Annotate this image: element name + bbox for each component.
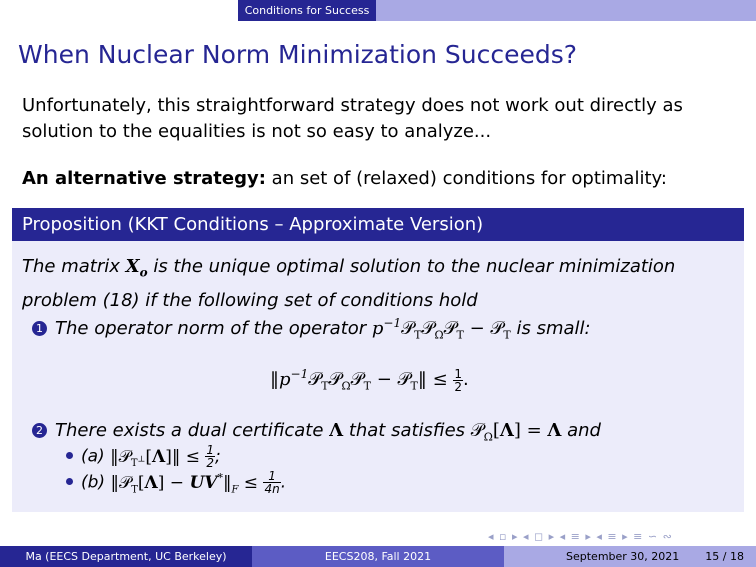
proposition-text-b: is the unique optimal solution to the nuclear minimization problem (18) if the following set of conditions hold xyxy=(22,256,676,311)
sub-condition-a: (a) ‖𝒫$_{T^\perp}$[Λ]‖ ≤ $\frac{1}{2}$ ; xyxy=(66,444,221,469)
sub-condition-b: (b) ‖𝒫$_T$[Λ] − $UV^*‖_F$ ≤ $\frac{1}{4n}$ . xyxy=(66,470,286,495)
sub-condition-b-label: (b) xyxy=(81,472,111,493)
operator-norm-inequality: $‖p^{-1}𝒫_T𝒫_\Omega 𝒫_T$ − 𝒫$_T$‖ ≤ $\frac{1}{2}$ . xyxy=(270,366,469,394)
top-bar-right xyxy=(376,0,756,21)
alternative-strategy xyxy=(22,166,742,192)
footer-date-page xyxy=(504,546,756,567)
footer-author: Ma (EECS Department, UC Berkeley) xyxy=(0,546,252,567)
proposition-statement xyxy=(22,253,737,314)
condition-2-text-c: and xyxy=(561,420,601,441)
operator-expression: $p^{-1}𝒫_T𝒫_\Omega 𝒫_T$ − 𝒫$_T$ xyxy=(371,316,511,342)
matrix-symbol: $X_o$ xyxy=(125,256,148,280)
proposition-text-a: The matrix xyxy=(22,256,126,277)
condition-1 xyxy=(32,316,591,342)
bullet-icon xyxy=(66,452,73,459)
fraction-one-over-4n: $\frac{1}{4n}$ xyxy=(264,469,280,496)
beamer-navigation-symbols[interactable]: ◂ ▫ ▸ ◂ ◻ ▸ ◂ ≡ ▸ ◂ ≡ ▸ ≡ ∽ ∾ xyxy=(488,530,673,543)
alternative-strategy-label: An alternative strategy: xyxy=(22,168,266,189)
condition-1-text-a: The operator norm of the operator xyxy=(55,318,372,339)
slide-title: When Nuclear Norm Minimization Succeeds? xyxy=(18,40,578,69)
condition-2-text-b: that satisfies xyxy=(343,420,471,441)
footer-course: EECS208, Fall 2021 xyxy=(252,546,504,567)
footer-date: September 30, 2021 xyxy=(566,550,680,563)
fraction-half-small: $\frac{1}{2}$ xyxy=(206,443,215,470)
enum-badge-1: 1 xyxy=(32,321,47,336)
condition-2-text-a: There exists a dual certificate xyxy=(55,420,330,441)
alternative-strategy-text: an set of (relaxed) conditions for optimality: xyxy=(265,168,667,189)
footer-page-number: 15 / 18 xyxy=(705,550,744,563)
enum-badge-2: 2 xyxy=(32,423,47,438)
fraction-half: $\frac{1}{2}$ xyxy=(454,366,463,394)
proposition-title: Proposition (KKT Conditions – Approximate Version) xyxy=(12,208,744,241)
footer xyxy=(0,546,756,567)
projection-expression: 𝒫$_\Omega$[Λ] = Λ xyxy=(470,420,562,444)
intro-paragraph: Unfortunately, this straightforward strategy does not work out directly as solution to the equalities is not so easy to analyze... xyxy=(22,95,683,142)
sub-condition-a-label: (a) xyxy=(81,446,111,467)
top-bar-left xyxy=(0,0,238,21)
condition-1-text-b: is small: xyxy=(510,318,591,339)
top-bar xyxy=(0,0,756,21)
condition-2 xyxy=(32,420,601,444)
bullet-icon xyxy=(66,478,73,485)
section-label[interactable]: Conditions for Success xyxy=(238,0,376,21)
lambda-symbol: Λ xyxy=(329,420,344,441)
